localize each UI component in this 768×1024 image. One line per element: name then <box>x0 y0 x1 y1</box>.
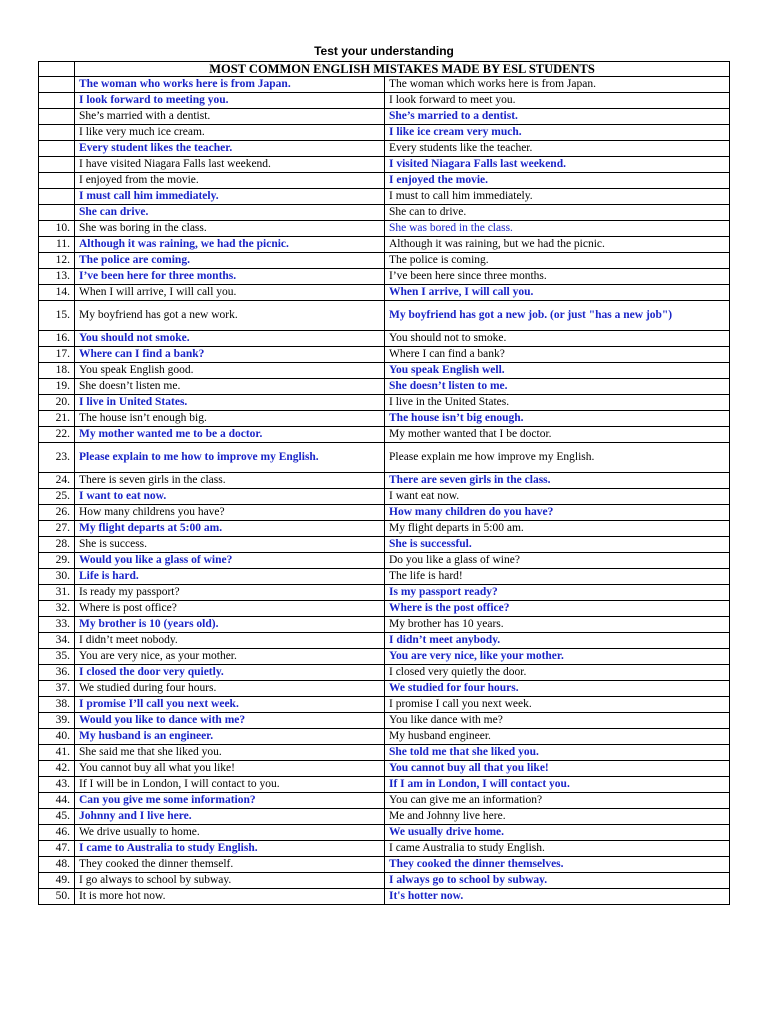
row-number: 12. <box>39 253 75 269</box>
table-row <box>39 809 730 825</box>
sentence-right: I live in the United States. <box>385 395 730 411</box>
sentence-right: My brother has 10 years. <box>385 617 730 633</box>
sentence-left: Life is hard. <box>75 569 385 585</box>
sentence-right: It's hotter now. <box>385 889 730 905</box>
sentence-left: My flight departs at 5:00 am. <box>75 521 385 537</box>
row-number <box>39 173 75 189</box>
sentence-left: If I will be in London, I will contact to you. <box>75 777 385 793</box>
table-row <box>39 713 730 729</box>
row-number: 21. <box>39 411 75 427</box>
sentence-left: They cooked the dinner themself. <box>75 857 385 873</box>
sentence-right: I look forward to meet you. <box>385 93 730 109</box>
sentence-right: I like ice cream very much. <box>385 125 730 141</box>
row-number: 19. <box>39 379 75 395</box>
sentence-left: Would you like a glass of wine? <box>75 553 385 569</box>
sentence-right: Me and Johnny live here. <box>385 809 730 825</box>
sentence-left: Every student likes the teacher. <box>75 141 385 157</box>
row-number <box>39 109 75 125</box>
row-number <box>39 141 75 157</box>
table-row <box>39 395 730 411</box>
table-row <box>39 379 730 395</box>
sentence-right: Where I can find a bank? <box>385 347 730 363</box>
row-number: 22. <box>39 427 75 443</box>
table-row <box>39 601 730 617</box>
row-number <box>39 93 75 109</box>
sentence-left: The police are coming. <box>75 253 385 269</box>
sentence-right: We usually drive home. <box>385 825 730 841</box>
sentence-right: The police is coming. <box>385 253 730 269</box>
table-body <box>39 77 730 905</box>
row-number: 41. <box>39 745 75 761</box>
sentence-right: Is my passport ready? <box>385 585 730 601</box>
row-number: 10. <box>39 221 75 237</box>
table-row <box>39 857 730 873</box>
row-number: 49. <box>39 873 75 889</box>
table-row <box>39 77 730 93</box>
table-row <box>39 873 730 889</box>
sentence-left: Where can I find a bank? <box>75 347 385 363</box>
table-row <box>39 633 730 649</box>
sentence-left: My brother is 10 (years old). <box>75 617 385 633</box>
row-number: 30. <box>39 569 75 585</box>
table-row <box>39 537 730 553</box>
sentence-left: My husband is an engineer. <box>75 729 385 745</box>
row-number: 13. <box>39 269 75 285</box>
sentence-left: I like very much ice cream. <box>75 125 385 141</box>
table-row <box>39 489 730 505</box>
row-number: 35. <box>39 649 75 665</box>
row-number: 18. <box>39 363 75 379</box>
page-title: Test your understanding <box>314 44 454 58</box>
row-number: 16. <box>39 331 75 347</box>
table-row <box>39 745 730 761</box>
table-row <box>39 347 730 363</box>
table-row <box>39 301 730 331</box>
table-row <box>39 205 730 221</box>
table-row <box>39 649 730 665</box>
sentence-left: I live in United States. <box>75 395 385 411</box>
sentence-right: If I am in London, I will contact you. <box>385 777 730 793</box>
sentence-left: I didn’t meet nobody. <box>75 633 385 649</box>
row-number: 28. <box>39 537 75 553</box>
table-row <box>39 363 730 379</box>
sentence-left: She was boring in the class. <box>75 221 385 237</box>
sentence-right: She’s married to a dentist. <box>385 109 730 125</box>
sentence-right: I’ve been here since three months. <box>385 269 730 285</box>
row-number: 50. <box>39 889 75 905</box>
sentence-left: I came to Australia to study English. <box>75 841 385 857</box>
sentence-right: I came Australia to study English. <box>385 841 730 857</box>
table-row <box>39 665 730 681</box>
sentence-right: You like dance with me? <box>385 713 730 729</box>
table-row <box>39 427 730 443</box>
table-row <box>39 285 730 301</box>
sentence-left: When I will arrive, I will call you. <box>75 285 385 301</box>
row-number: 31. <box>39 585 75 601</box>
table-row <box>39 173 730 189</box>
sentence-left: She can drive. <box>75 205 385 221</box>
sentence-right: She is successful. <box>385 537 730 553</box>
table-row <box>39 505 730 521</box>
table-row <box>39 841 730 857</box>
sentence-right: The life is hard! <box>385 569 730 585</box>
sentence-left: She is success. <box>75 537 385 553</box>
sentence-left: Please explain to me how to improve my English. <box>75 443 385 473</box>
row-number: 38. <box>39 697 75 713</box>
row-number: 46. <box>39 825 75 841</box>
table-row <box>39 125 730 141</box>
sentence-right: I must to call him immediately. <box>385 189 730 205</box>
row-number: 44. <box>39 793 75 809</box>
sentence-left: You cannot buy all what you like! <box>75 761 385 777</box>
sentence-left: She doesn’t listen me. <box>75 379 385 395</box>
row-number: 39. <box>39 713 75 729</box>
sentence-right: You should not to smoke. <box>385 331 730 347</box>
row-number: 17. <box>39 347 75 363</box>
sentence-left: We studied during four hours. <box>75 681 385 697</box>
row-number: 11. <box>39 237 75 253</box>
row-number: 42. <box>39 761 75 777</box>
sentence-right: Although it was raining, but we had the picnic. <box>385 237 730 253</box>
sentence-right: I promise I call you next week. <box>385 697 730 713</box>
row-number: 43. <box>39 777 75 793</box>
table-row <box>39 889 730 905</box>
sentence-left: I closed the door very quietly. <box>75 665 385 681</box>
sentence-left: I look forward to meeting you. <box>75 93 385 109</box>
row-number: 40. <box>39 729 75 745</box>
table-row <box>39 237 730 253</box>
sentence-left: You are very nice, as your mother. <box>75 649 385 665</box>
row-number: 34. <box>39 633 75 649</box>
sentence-right: You are very nice, like your mother. <box>385 649 730 665</box>
sentence-left: The woman who works here is from Japan. <box>75 77 385 93</box>
table-row <box>39 411 730 427</box>
table-row <box>39 473 730 489</box>
sentence-left: Is ready my passport? <box>75 585 385 601</box>
sentence-left: I enjoyed from the movie. <box>75 173 385 189</box>
sentence-left: I go always to school by subway. <box>75 873 385 889</box>
row-number <box>39 125 75 141</box>
sentence-right: We studied for four hours. <box>385 681 730 697</box>
header-number-cell <box>39 62 75 77</box>
table-row <box>39 269 730 285</box>
sentence-right: You can give me an information? <box>385 793 730 809</box>
table-row <box>39 793 730 809</box>
sentence-right: I closed very quietly the door. <box>385 665 730 681</box>
sentence-right: Do you like a glass of wine? <box>385 553 730 569</box>
row-number: 25. <box>39 489 75 505</box>
row-number: 15. <box>39 301 75 331</box>
table-row <box>39 697 730 713</box>
sentence-left: You speak English good. <box>75 363 385 379</box>
sentence-left: Where is post office? <box>75 601 385 617</box>
table-row <box>39 141 730 157</box>
sentence-left: I have visited Niagara Falls last weekend. <box>75 157 385 173</box>
sentence-right: She was bored in the class. <box>385 221 730 237</box>
sentence-right: Every students like the teacher. <box>385 141 730 157</box>
table-row <box>39 777 730 793</box>
table-row <box>39 569 730 585</box>
sentence-right: Please explain me how improve my English. <box>385 443 730 473</box>
sentence-right: I always go to school by subway. <box>385 873 730 889</box>
sentence-left: You should not smoke. <box>75 331 385 347</box>
row-number: 20. <box>39 395 75 411</box>
row-number: 48. <box>39 857 75 873</box>
sentence-left: I want to eat now. <box>75 489 385 505</box>
row-number <box>39 205 75 221</box>
row-number: 27. <box>39 521 75 537</box>
table-row <box>39 253 730 269</box>
sentence-right: I visited Niagara Falls last weekend. <box>385 157 730 173</box>
sentence-left: I’ve been here for three months. <box>75 269 385 285</box>
table-header-row <box>39 62 730 77</box>
row-number: 32. <box>39 601 75 617</box>
sentence-right: I want eat now. <box>385 489 730 505</box>
sentence-left: I promise I’ll call you next week. <box>75 697 385 713</box>
sentence-left: The house isn’t enough big. <box>75 411 385 427</box>
row-number: 24. <box>39 473 75 489</box>
table-row <box>39 617 730 633</box>
sentence-right: How many children do you have? <box>385 505 730 521</box>
table-row <box>39 521 730 537</box>
sentence-right: They cooked the dinner themselves. <box>385 857 730 873</box>
sentence-right: The woman which works here is from Japan. <box>385 77 730 93</box>
table-row <box>39 761 730 777</box>
sentence-right: Where is the post office? <box>385 601 730 617</box>
sentence-right: She can to drive. <box>385 205 730 221</box>
sentence-right: I enjoyed the movie. <box>385 173 730 189</box>
table-row <box>39 109 730 125</box>
sentence-right: The house isn’t big enough. <box>385 411 730 427</box>
row-number: 14. <box>39 285 75 301</box>
sentence-right: When I arrive, I will call you. <box>385 285 730 301</box>
table-row <box>39 553 730 569</box>
row-number: 45. <box>39 809 75 825</box>
table-row <box>39 729 730 745</box>
sentence-left: Would you like to dance with me? <box>75 713 385 729</box>
sentence-left: There is seven girls in the class. <box>75 473 385 489</box>
table-header: MOST COMMON ENGLISH MISTAKES MADE BY ESL STUDENTS <box>75 62 730 77</box>
row-number: 29. <box>39 553 75 569</box>
sentence-right: She told me that she liked you. <box>385 745 730 761</box>
sentence-left: My mother wanted me to be a doctor. <box>75 427 385 443</box>
sentence-right: I didn’t meet anybody. <box>385 633 730 649</box>
mistakes-table <box>38 61 730 905</box>
sentence-right: My flight departs in 5:00 am. <box>385 521 730 537</box>
sentence-left: She’s married with a dentist. <box>75 109 385 125</box>
sentence-left: Although it was raining, we had the picnic. <box>75 237 385 253</box>
sentence-left: I must call him immediately. <box>75 189 385 205</box>
sentence-left: We drive usually to home. <box>75 825 385 841</box>
sentence-left: My boyfriend has got a new work. <box>75 301 385 331</box>
sentence-left: How many childrens you have? <box>75 505 385 521</box>
sentence-left: It is more hot now. <box>75 889 385 905</box>
sentence-right: My boyfriend has got a new job. (or just "has a new job") <box>385 301 730 331</box>
row-number: 33. <box>39 617 75 633</box>
table-row <box>39 825 730 841</box>
sentence-left: Can you give me some information? <box>75 793 385 809</box>
row-number: 36. <box>39 665 75 681</box>
row-number: 26. <box>39 505 75 521</box>
table-row <box>39 585 730 601</box>
sentence-right: My husband engineer. <box>385 729 730 745</box>
table-row <box>39 681 730 697</box>
row-number <box>39 189 75 205</box>
row-number <box>39 77 75 93</box>
table-row <box>39 331 730 347</box>
table-row <box>39 443 730 473</box>
row-number <box>39 157 75 173</box>
sentence-left: She said me that she liked you. <box>75 745 385 761</box>
row-number: 37. <box>39 681 75 697</box>
sentence-right: My mother wanted that I be doctor. <box>385 427 730 443</box>
sentence-left: Johnny and I live here. <box>75 809 385 825</box>
table-row <box>39 189 730 205</box>
row-number: 47. <box>39 841 75 857</box>
row-number: 23. <box>39 443 75 473</box>
sentence-right: There are seven girls in the class. <box>385 473 730 489</box>
sentence-right: You cannot buy all that you like! <box>385 761 730 777</box>
sentence-right: She doesn’t listen to me. <box>385 379 730 395</box>
table-row <box>39 221 730 237</box>
table-row <box>39 93 730 109</box>
sentence-right: You speak English well. <box>385 363 730 379</box>
table-row <box>39 157 730 173</box>
